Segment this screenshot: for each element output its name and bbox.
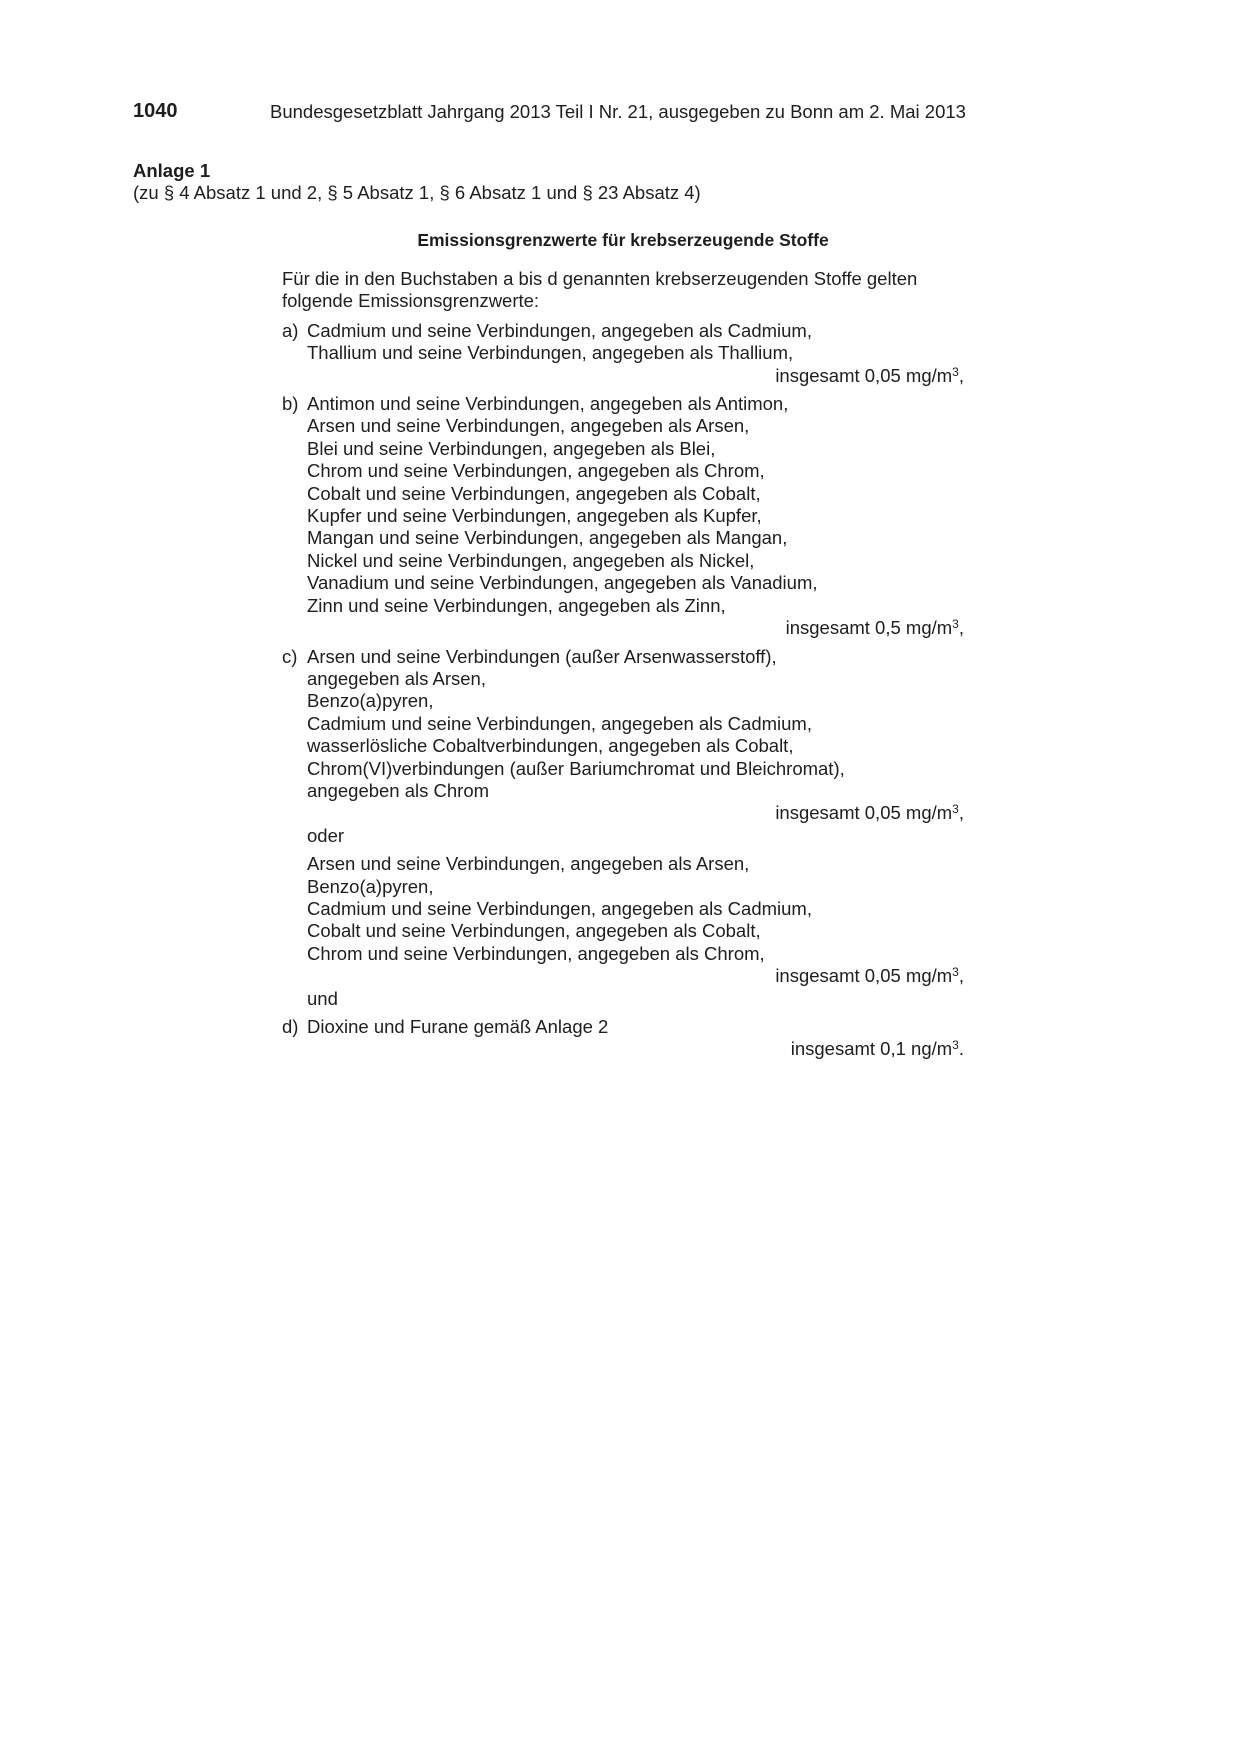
publication-title: Bundesgesetzblatt Jahrgang 2013 Teil I Nr. 21, ausgegeben zu Bonn am 2. Mai 2013 [270,101,966,122]
connector-und: und [307,987,338,1009]
annex-reference: (zu § 4 Absatz 1 und 2, § 5 Absatz 1, § 6 Absatz 1 und § 23 Absatz 4) [133,182,701,203]
connector-oder: oder [307,824,345,846]
annex-title: Anlage 1 [133,160,211,181]
intro-paragraph: Für die in den Buchstaben a bis d genannten krebserzeugenden Stoffe gelten folgende Emissionsgrenzwerte: [282,268,918,312]
substance-line: wasserlösliche Cobaltverbindungen, angegeben als Cobalt, [307,735,794,757]
item-letter: d) [282,1016,299,1037]
substance-line: Dioxine und Furane gemäß Anlage 2 [307,1016,609,1037]
total-limit: insgesamt 0,05 $mg/m^3$, [775,802,964,824]
list-item-b [282,393,964,639]
substance-line: Thallium und seine Verbindungen, angegeben als Thallium, [307,342,794,364]
section-heading: Emissionsgrenzwerte für krebserzeugende Stoffe [417,230,829,250]
substance-line: Cobalt und seine Verbindungen, angegeben als Cobalt, [307,482,761,504]
substance-line: Cadmium und seine Verbindungen, angegeben als Cadmium, [307,897,812,919]
total-limit: insgesamt 0,05 $mg/m^3$, [775,364,964,386]
substance-line: angegeben als Arsen, [307,667,486,689]
substance-line: Arsen und seine Verbindungen (außer Arsenwasserstoff), [307,645,777,667]
section-content [282,268,964,1067]
substance-line: Arsen und seine Verbindungen, angegeben als Arsen, [307,853,750,875]
substance-line: Arsen und seine Verbindungen, angegeben als Arsen, [307,415,750,437]
substance-line: Cobalt und seine Verbindungen, angegeben als Cobalt, [307,920,761,942]
page-number: 1040 [133,100,178,122]
substance-line: Chrom(VI)verbindungen (außer Bariumchromat und Bleichromat), [307,757,845,779]
item-letter: b) [282,393,299,415]
substance-line: Nickel und seine Verbindungen, angegeben als Nickel, [307,549,755,571]
substance-line: Antimon und seine Verbindungen, angegeben als Antimon, [307,393,789,415]
list-item-c [282,646,964,1011]
substance-line: angegeben als Chrom [307,779,490,801]
substance-line: Benzo(a)pyren, [307,690,434,712]
substance-line: Chrom und seine Verbindungen, angegeben als Chrom, [307,942,765,964]
item-letter: c) [282,645,298,667]
substance-line: Chrom und seine Verbindungen, angegeben als Chrom, [307,460,765,482]
substance-line: Zinn und seine Verbindungen, angegeben als Zinn, [307,594,726,616]
list-item-d [282,1016,964,1061]
substance-line: Benzo(a)pyren, [307,875,434,897]
substance-line: Cadmium und seine Verbindungen, angegeben als Cadmium, [307,712,812,734]
item-letter: a) [282,319,299,341]
substance-line: Kupfer und seine Verbindungen, angegeben als Kupfer, [307,505,762,527]
total-limit: insgesamt 0,05 $mg/m^3$, [775,965,964,987]
total-limit: insgesamt 0,1 $ng/m^3$. [790,1038,964,1060]
list-item-a [282,320,964,387]
page-header [133,100,973,126]
substance-line: Vanadium und seine Verbindungen, angegeben als Vanadium, [307,572,818,594]
substance-line: Cadmium und seine Verbindungen, angegeben als Cadmium, [307,319,812,341]
total-limit: insgesamt 0,5 $mg/m^3$, [785,617,964,639]
substance-line: Mangan und seine Verbindungen, angegeben als Mangan, [307,527,788,549]
substance-line: Blei und seine Verbindungen, angegeben als Blei, [307,437,716,459]
